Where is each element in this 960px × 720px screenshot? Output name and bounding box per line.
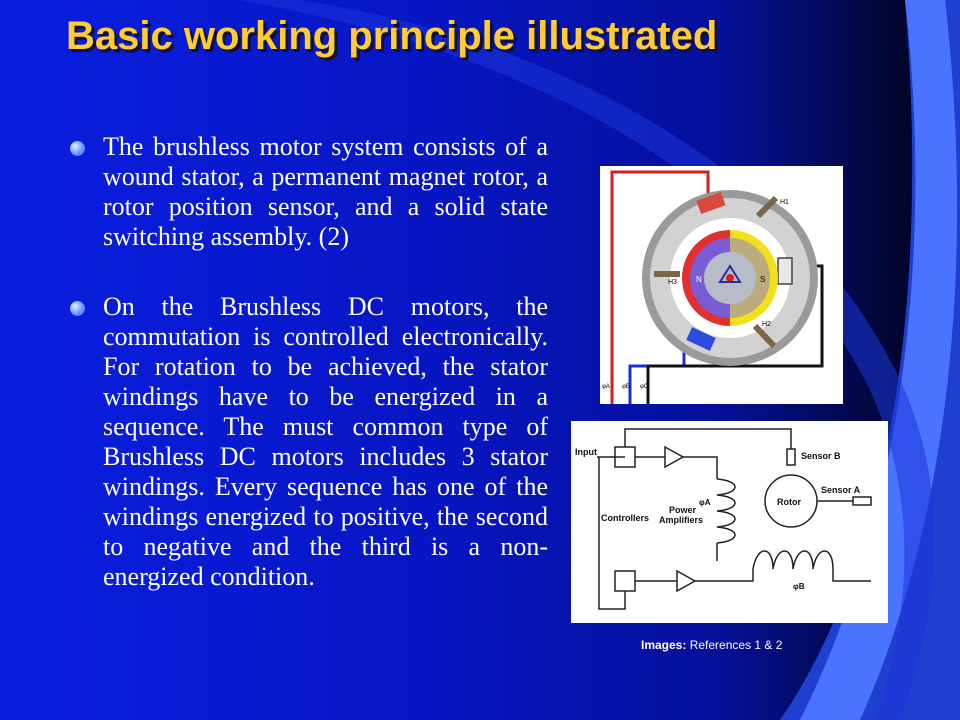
caption-prefix: Images: bbox=[641, 638, 687, 652]
bldc-control-circuit-image bbox=[571, 421, 888, 623]
image-caption bbox=[641, 638, 782, 652]
phase-label-a: φA bbox=[602, 384, 610, 390]
motor-cross-section-image bbox=[600, 166, 843, 404]
bullet-item bbox=[70, 292, 548, 592]
pole-label-n: N bbox=[696, 275, 702, 284]
pole-label-s: S bbox=[760, 275, 766, 284]
phase-label-b: φB bbox=[622, 384, 630, 390]
hall-label-h2: H2 bbox=[762, 321, 771, 328]
slide-title: Basic working principle illustrated bbox=[66, 14, 718, 58]
hall-label-h1: H1 bbox=[780, 199, 789, 206]
phase-label-c: φC bbox=[640, 384, 649, 390]
amplifiers-label: Amplifiers bbox=[659, 515, 704, 525]
bullet-item bbox=[70, 132, 548, 252]
rotor-label: Rotor bbox=[777, 497, 801, 507]
bullet-dot-icon bbox=[70, 301, 85, 316]
controllers-label: Controllers bbox=[601, 513, 650, 523]
power-label: Power bbox=[669, 505, 697, 515]
phase-a-label: φA bbox=[699, 498, 711, 507]
bullet-text: On the Brushless DC motors, the commutation is controlled electronically. For rotation to be achieved, the stator windings have to be energized in a sequence. The must common type of Brushless DC motors includes 3 stator windings. Every sequence has one of the windings energized to positive, the second to negative and the third is a non-energized condition. bbox=[103, 292, 548, 591]
bullet-list bbox=[70, 132, 548, 592]
caption-text: References 1 & 2 bbox=[689, 638, 783, 652]
bullet-dot-icon bbox=[70, 141, 85, 156]
sensor-b-label: Sensor B bbox=[801, 451, 841, 461]
hall-label-h3: H3 bbox=[668, 279, 677, 286]
phase-b-label: φB bbox=[793, 582, 805, 591]
input-label: Input bbox=[575, 447, 597, 457]
sensor-a-label: Sensor A bbox=[821, 485, 861, 495]
bullet-text: The brushless motor system consists of a wound stator, a permanent magnet rotor, a rotor position sensor, and a solid state switching assembly. (2) bbox=[103, 132, 548, 251]
